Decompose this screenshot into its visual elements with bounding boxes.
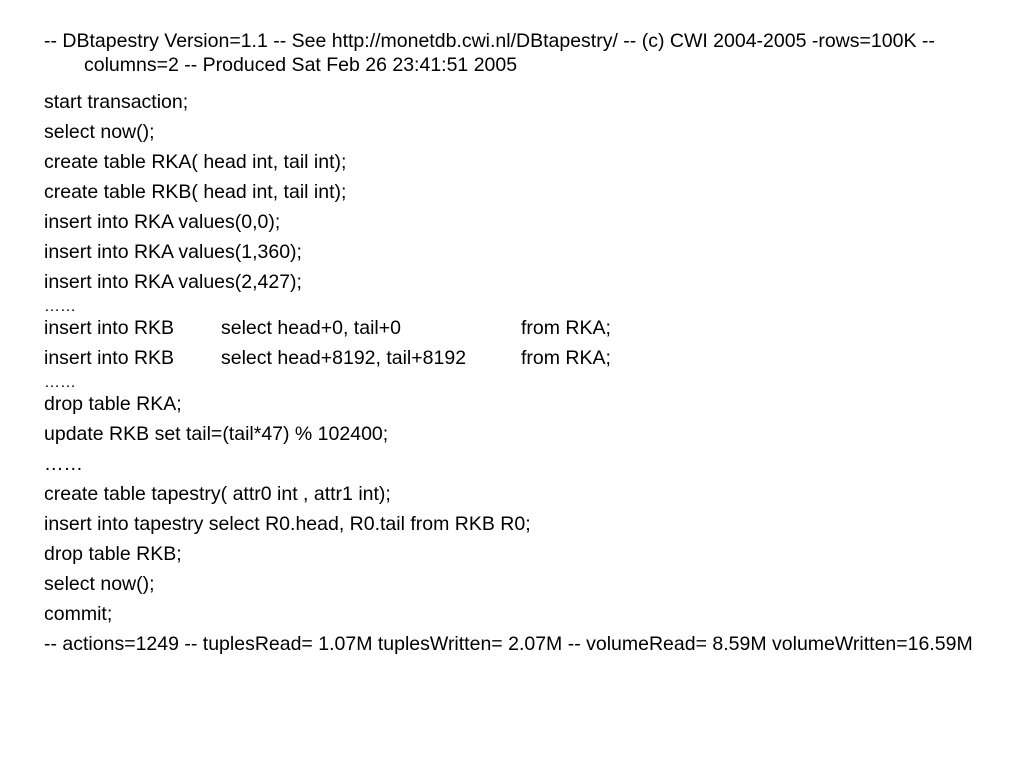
sql-line: select now();: [44, 573, 155, 595]
ellipsis: ……: [44, 374, 76, 391]
sql-line: insert into RKA values(0,0);: [44, 211, 281, 233]
sql-line: insert into RKA values(1,360);: [44, 241, 302, 263]
sql-line: [44, 316, 984, 340]
sql-line: [44, 346, 984, 370]
ellipsis: ……: [44, 453, 83, 475]
sql-fragment: insert into RKB: [44, 317, 175, 339]
sql-line: create table RKB( head int, tail int);: [44, 181, 347, 203]
sql-line: update RKB set tail=(tail*47) % 102400;: [44, 423, 389, 445]
sql-fragment: insert into RKB: [44, 347, 175, 369]
header-comment: -- DBtapestry Version=1.1 -- See http://monetdb.cwi.nl/DBtapestry/ -- (c) CWI 2004-2005 -rows=100K --columns=2 -- Produced Sat Feb 26 23:41:51 2005: [44, 30, 935, 76]
sql-fragment: from RKA;: [521, 347, 611, 369]
sql-line: select now();: [44, 121, 155, 143]
sql-line: drop table RKB;: [44, 543, 182, 565]
sql-line: commit;: [44, 603, 113, 625]
sql-line: start transaction;: [44, 91, 189, 113]
slide-body: [44, 29, 984, 656]
sql-fragment: select head+8192, tail+8192: [221, 347, 467, 369]
footer-comment: -- actions=1249 -- tuplesRead= 1.07M tuplesWritten= 2.07M -- volumeRead= 8.59M volumeWritten=16.59M: [44, 633, 973, 655]
sql-line: drop table RKA;: [44, 393, 182, 415]
sql-line: insert into tapestry select R0.head, R0.tail from RKB R0;: [44, 513, 531, 535]
sql-fragment: from RKA;: [521, 317, 611, 339]
sql-line: create table RKA( head int, tail int);: [44, 151, 347, 173]
sql-line: create table tapestry( attr0 int , attr1 int);: [44, 483, 391, 505]
sql-line: insert into RKA values(2,427);: [44, 271, 302, 293]
ellipsis: ……: [44, 298, 76, 315]
sql-fragment: select head+0, tail+0: [221, 317, 401, 339]
